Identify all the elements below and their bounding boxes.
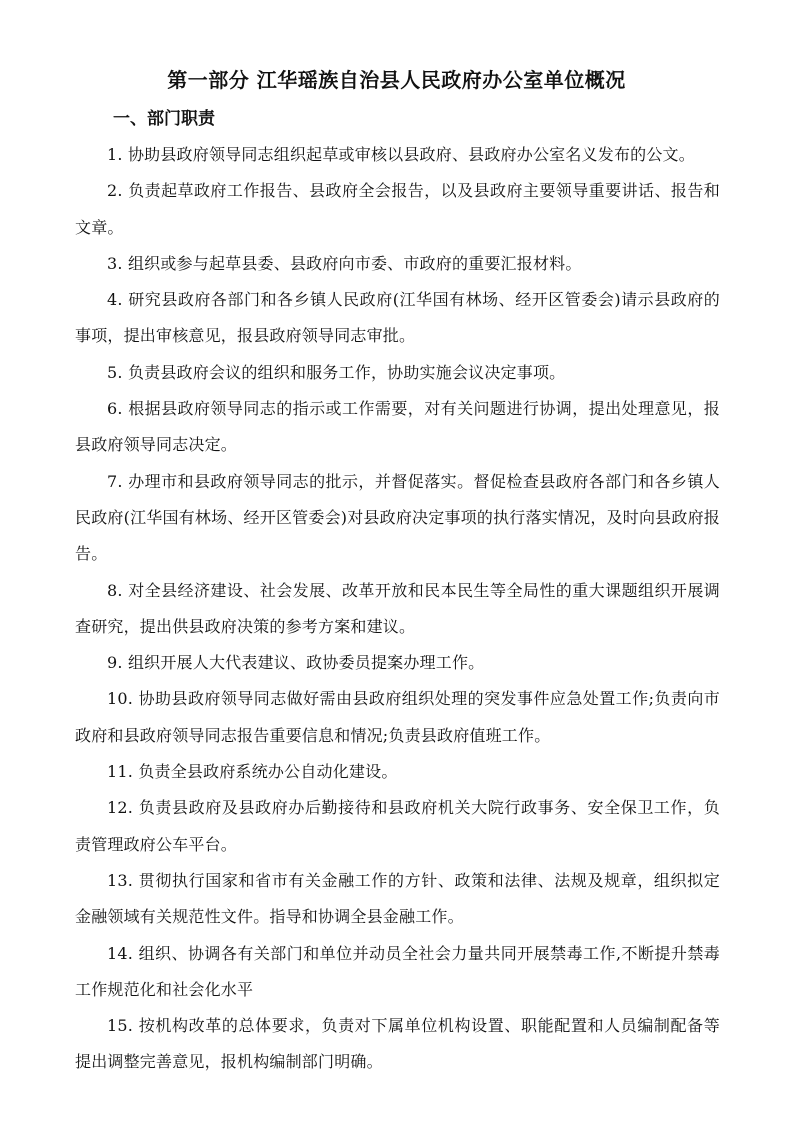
duty-item-11: 11. 负责全县政府系统办公自动化建设。 (107, 762, 398, 782)
duty-item-10: 10. 协助县政府领导同志做好需由县政府组织处理的突发事件应急处置工作;负责向市政府和县政府领导同志报告重要信息和情况;负责县政府值班工作。 (75, 689, 720, 745)
duty-item-2: 2. 负责起草政府工作报告、县政府全会报告，以及县政府主要领导重要讲话、报告和文章。 (75, 181, 720, 237)
duty-item-14: 14. 组织、协调各有关部门和单位并动员全社会力量共同开展禁毒工作,不断提升禁毒工作规范化和社会化水平 (75, 943, 720, 999)
duty-item-9: 9. 组织开展人大代表建议、政协委员提案办理工作。 (107, 653, 485, 673)
duties-list (75, 137, 720, 1081)
duty-item-6: 6. 根据县政府领导同志的指示或工作需要，对有关问题进行协调，提出处理意见，报县政府领导同志决定。 (75, 399, 720, 455)
duty-item-7: 7. 办理市和县政府领导同志的批示，并督促落实。督促检查县政府各部门和各乡镇人民政府(江华国有林场、经开区管委会)对县政府决定事项的执行落实情况，及时向县政府报告。 (75, 471, 720, 564)
page-title: 第一部分 江华瑶族自治县人民政府办公室单位概况 (167, 68, 626, 92)
duty-item-1: 1. 协助县政府领导同志组织起草或审核以县政府、县政府办公室名义发布的公文。 (107, 145, 695, 164)
duty-item-3: 3. 组织或参与起草县委、县政府向市委、市政府的重要汇报材料。 (107, 253, 582, 273)
duty-item-8: 8. 对全县经济建设、社会发展、改革开放和民本民生等全局性的重大课题组织开展调查研究，提出供县政府决策的参考方案和建议。 (75, 580, 720, 636)
section-heading: 一、部门职责 (113, 109, 215, 129)
duty-item-13: 13. 贯彻执行国家和省市有关金融工作的方针、政策和法律、法规及规章，组织拟定金融领域有关规范性文件。指导和协调全县金融工作。 (75, 870, 720, 927)
duty-item-5: 5. 负责县政府会议的组织和服务工作，协助实施会议决定事项。 (107, 362, 566, 382)
duty-item-15: 15. 按机构改革的总体要求，负责对下属单位机构设置、职能配置和人员编制配备等提出调整完善意见，报机构编制部门明确。 (75, 1016, 720, 1072)
duty-item-4: 4. 研究县政府各部门和各乡镇人民政府(江华国有林场、经开区管委会)请示县政府的事项，提出审核意见，报县政府领导同志审批。 (75, 290, 720, 346)
duty-item-12: 12. 负责县政府及县政府办后勤接待和县政府机关大院行政事务、安全保卫工作，负责管理政府公车平台。 (75, 798, 720, 854)
